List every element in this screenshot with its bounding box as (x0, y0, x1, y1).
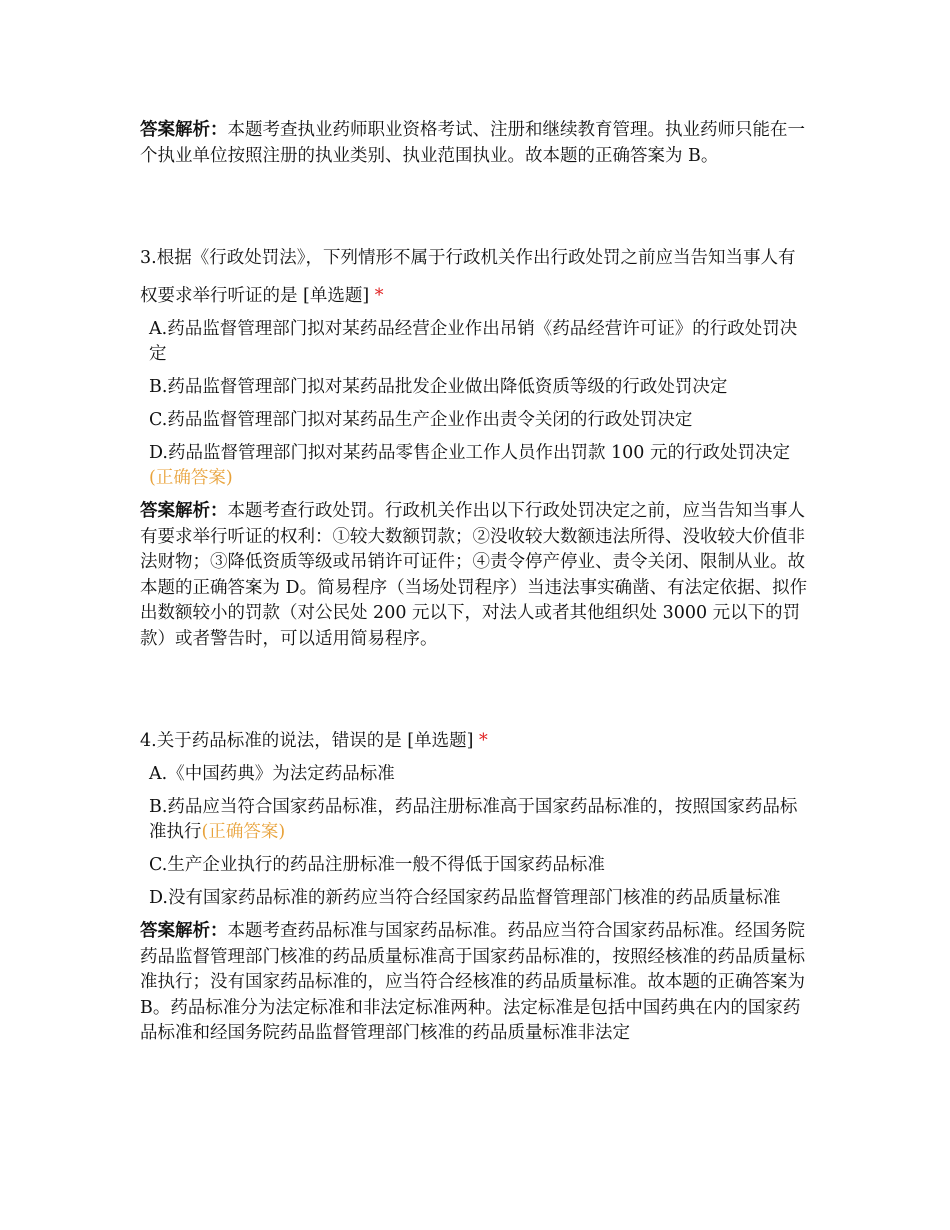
q3-option-b[interactable]: B.药品监督管理部门拟对某药品批发企业做出降低资质等级的行政处罚决定 (149, 377, 728, 397)
required-mark: * (479, 731, 488, 751)
q4-question: 4.关于药品标准的说法，错误的是 [单选题] * (140, 731, 488, 751)
analysis-label: 答案解析： (140, 120, 228, 140)
q4-option-d[interactable]: D.没有国家药品标准的新药应当符合经国家药品监督管理部门核准的药品质量标准 (149, 888, 781, 908)
required-mark: * (374, 286, 384, 306)
q3-question: 3.根据《行政处罚法》，下列情形不属于行政机关作出行政处罚之前应当告知当事人有权要求举行听证的是 [单选题] * (140, 248, 796, 306)
q3-option-d[interactable]: D.药品监督管理部门拟对某药品零售企业工作人员作出罚款 100 元的行政处罚决定(正确答案) (149, 443, 790, 488)
correct-answer-tag: (正确答案) (201, 822, 286, 842)
q4-option-a[interactable]: A.《中国药典》为法定药品标准 (149, 764, 395, 784)
analysis-text: 本题考查执业药师职业资格考试、注册和继续教育管理。执业药师只能在一个执业单位按照注册的执业类别、执业范围执业。故本题的正确答案为 B。 (140, 120, 805, 166)
q2-analysis (140, 118, 812, 169)
q3-option-c[interactable]: C.药品监督管理部门拟对某药品生产企业作出责令关闭的行政处罚决定 (149, 410, 693, 430)
q4-option-c[interactable]: C.生产企业执行的药品注册标准一般不得低于国家药品标准 (149, 855, 605, 875)
correct-answer-tag: (正确答案) (149, 468, 233, 488)
analysis-text: 本题考查药品标准与国家药品标准。药品应当符合国家药品标准。经国务院药品监督管理部门核准的药品质量标准高于国家药品标准的，按照经核准的药品质量标准执行；没有国家药品标准的，应当符合经核准的药品质量标准。故本题的正确答案为 B。药品标准分为法定标准和非法定标准两种。法定标准是包括中国药典在内的国家药品标准和经国务院药品监督管理部门核准的药品质量标准非法定 (140, 921, 805, 1043)
q3-option-a[interactable]: A.药品监督管理部门拟对某药品经营企业作出吊销《药品经营许可证》的行政处罚决定 (149, 319, 798, 364)
q4-options (140, 762, 812, 911)
q4-analysis (140, 919, 812, 1047)
q3-options (140, 317, 812, 491)
analysis-label: 答案解析： (140, 501, 228, 521)
analysis-text: 本题考查行政处罚。行政机关作出以下行政处罚决定之前，应当告知当事人有要求举行听证的权利：①较大数额罚款；②没收较大数额违法所得、没收较大价值非法财物；③降低资质等级或吊销许可证件；④责令停产停业、责令关闭、限制从业。故本题的正确答案为 D。简易程序（当场处罚程序）当违法事实确凿、有法定依据、拟作出数额较小的罚款（对公民处 200 元以下，对法人或者其他组织处 3000 元以下的罚款）或者警告时，可以适用简易程序。 (140, 501, 808, 649)
analysis-label: 答案解析： (140, 921, 228, 941)
document-page (140, 118, 812, 1047)
q4-option-b[interactable]: B.药品应当符合国家药品标准，药品注册标准高于国家药品标准的，按照国家药品标准执行(正确答案) (149, 797, 798, 842)
q3-analysis (140, 499, 812, 652)
